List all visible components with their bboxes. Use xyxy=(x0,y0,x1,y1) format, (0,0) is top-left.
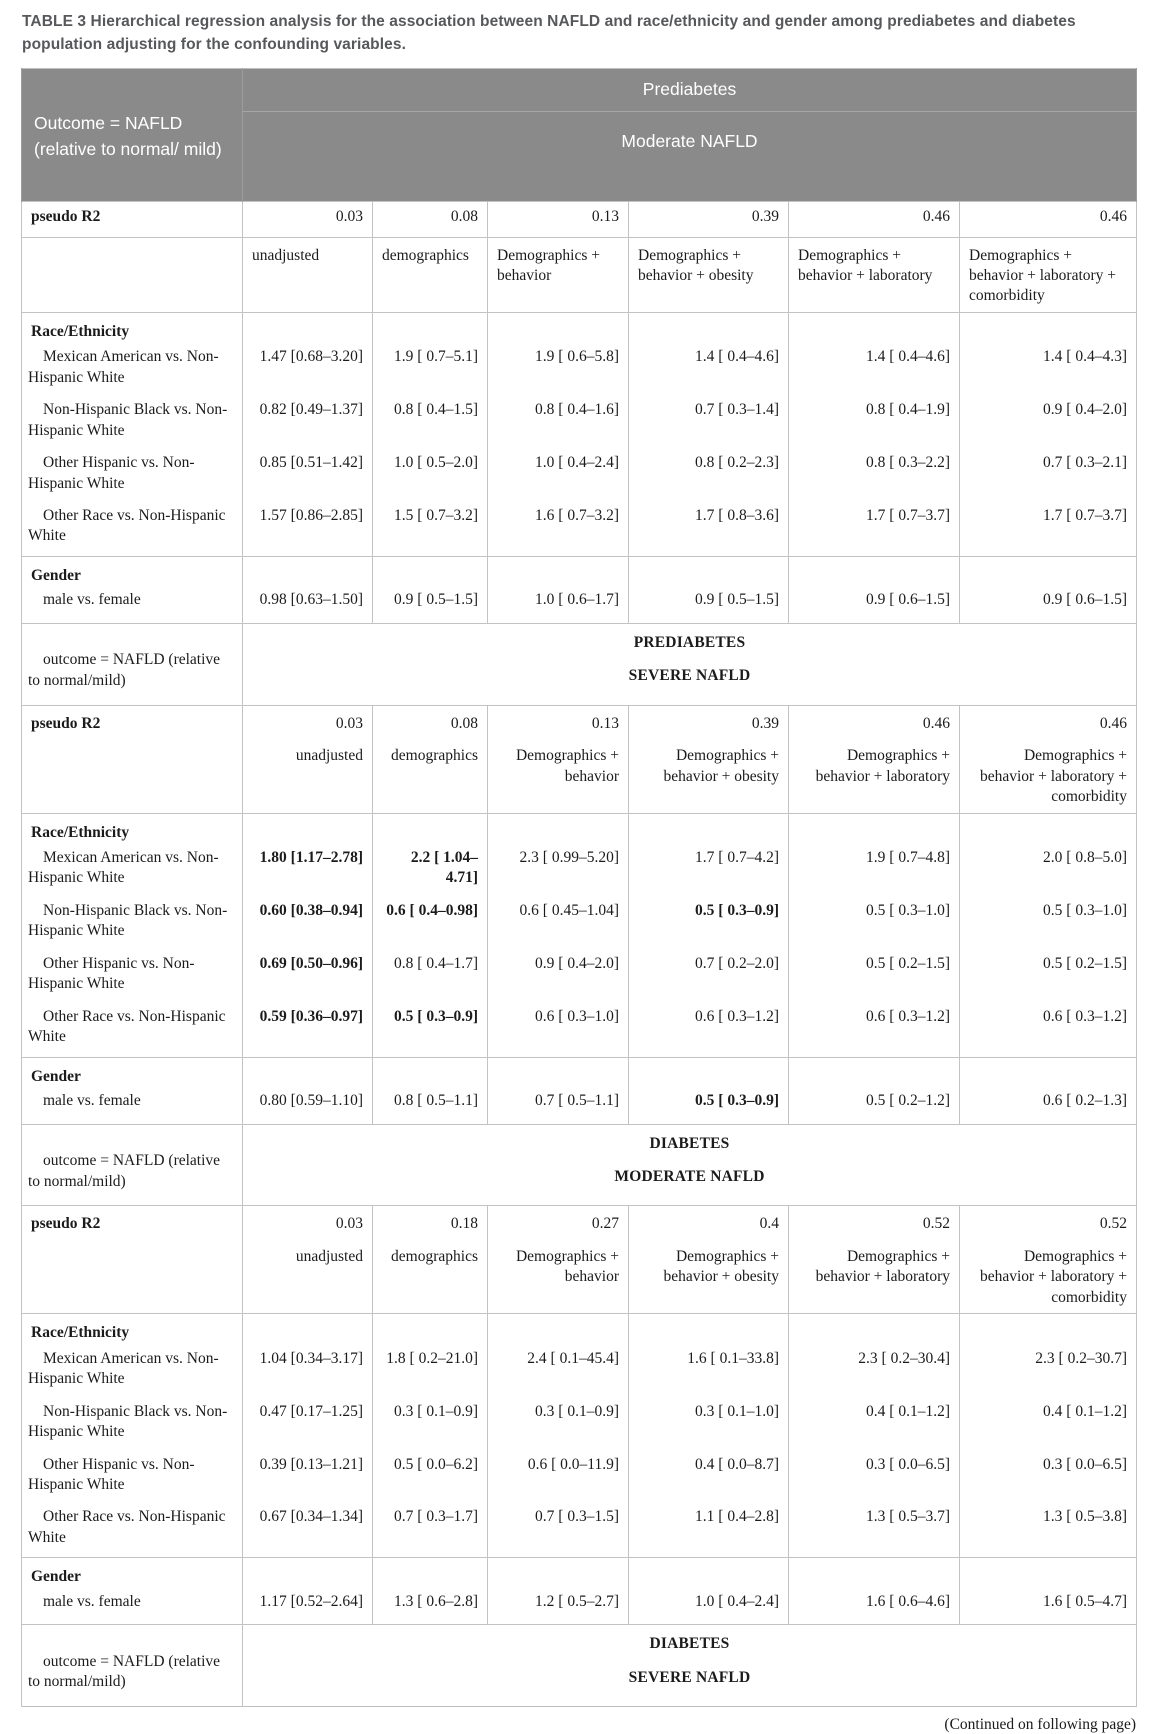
section-band-row xyxy=(22,1625,1137,1707)
band-cell xyxy=(243,1625,1137,1707)
empty-cell xyxy=(960,1057,1137,1089)
model-label: unadjusted xyxy=(295,747,363,765)
value-cell: 1.7 [ 0.7–3.7] xyxy=(960,503,1137,556)
pseudo-r2-value: 0.03 xyxy=(243,201,373,237)
pseudo-r2-value: 0.13 xyxy=(591,714,619,732)
value-cell: 1.3 [ 0.5–3.8] xyxy=(960,1504,1137,1557)
empty-cell xyxy=(629,1558,789,1590)
value-cell: 2.4 [ 0.1–45.4] xyxy=(488,1346,629,1399)
gender-section-header: Gender xyxy=(22,1057,243,1089)
row-label: Mexican American vs. Non-Hispanic White xyxy=(22,1346,243,1399)
value-cell: 1.6 [ 0.1–33.8] xyxy=(629,1346,789,1399)
value-cell: 0.5 [ 0.0–6.2] xyxy=(373,1452,488,1505)
gender-section-header: Gender xyxy=(22,556,243,588)
model-label-cell: Demographics + behavior + laboratory xyxy=(789,237,960,312)
pseudo-r2-value: 0.08 xyxy=(373,201,488,237)
pseudo-r2-value: 0.39 xyxy=(751,714,779,732)
value-cell: 0.98 [0.63–1.50] xyxy=(243,588,373,623)
gender-section-header-row xyxy=(22,1057,1137,1089)
value-cell: 0.47 [0.17–1.25] xyxy=(243,1399,373,1452)
value-cell: 0.8 [ 0.4–1.7] xyxy=(373,951,488,1004)
band-left-label: outcome = NAFLD (relative to normal/mild) xyxy=(22,1625,243,1707)
empty-cell xyxy=(960,1314,1137,1346)
value-cell: 0.9 [ 0.5–1.5] xyxy=(373,588,488,623)
empty-cell xyxy=(629,1314,789,1346)
value-cell: 0.6 [ 0.3–1.2] xyxy=(629,1004,789,1057)
pseudo-r2-model-cell xyxy=(243,705,373,813)
value-cell: 0.5 [ 0.3–0.9] xyxy=(629,898,789,951)
table-row xyxy=(22,1399,1137,1452)
race-section-header-row xyxy=(22,1314,1137,1346)
empty-cell xyxy=(629,312,789,344)
empty-cell xyxy=(629,813,789,845)
empty-cell xyxy=(960,556,1137,588)
value-cell: 0.4 [ 0.1–1.2] xyxy=(789,1399,960,1452)
value-cell: 2.3 [ 0.99–5.20] xyxy=(488,845,629,898)
value-cell: 0.3 [ 0.0–6.5] xyxy=(789,1452,960,1505)
value-cell: 1.5 [ 0.7–3.2] xyxy=(373,503,488,556)
empty-cell xyxy=(488,813,629,845)
model-label: unadjusted xyxy=(295,1247,363,1265)
model-header-row xyxy=(22,237,1137,312)
value-cell: 1.9 [ 0.7–5.1] xyxy=(373,344,488,397)
value-cell: 0.6 [ 0.3–1.2] xyxy=(789,1004,960,1057)
pseudo-r2-model-cell xyxy=(960,705,1137,813)
table-row xyxy=(22,1590,1137,1625)
value-cell: 0.6 [ 0.3–1.0] xyxy=(488,1004,629,1057)
regression-table xyxy=(21,68,1137,1708)
band-title-line2: SEVERE NAFLD xyxy=(628,1668,751,1686)
value-cell: 0.3 [ 0.1–1.0] xyxy=(629,1399,789,1452)
value-cell: 0.7 [ 0.3–1.4] xyxy=(629,397,789,450)
table-row xyxy=(22,344,1137,397)
value-cell: 0.5 [ 0.3–0.9] xyxy=(629,1089,789,1124)
row-label: Non-Hispanic Black vs. Non-Hispanic White xyxy=(22,898,243,951)
empty-cell xyxy=(243,1558,373,1590)
value-cell: 1.4 [ 0.4–4.6] xyxy=(629,344,789,397)
table-row xyxy=(22,450,1137,503)
empty-cell xyxy=(789,1057,960,1089)
model-label: Demographics + behavior + laboratory + comorbidity xyxy=(979,1247,1127,1306)
empty-cell xyxy=(789,312,960,344)
pseudo-r2-model-cell xyxy=(243,1206,373,1314)
row-label: Other Hispanic vs. Non-Hispanic White xyxy=(22,1452,243,1505)
value-cell: 1.0 [ 0.6–1.7] xyxy=(488,588,629,623)
value-cell: 2.3 [ 0.2–30.4] xyxy=(789,1346,960,1399)
pseudo-r2-label: pseudo R2 xyxy=(22,201,243,237)
band-title-line2: SEVERE NAFLD xyxy=(628,667,751,685)
model-label-cell: unadjusted xyxy=(243,237,373,312)
value-cell: 1.6 [ 0.5–4.7] xyxy=(960,1590,1137,1625)
section-band-row xyxy=(22,1124,1137,1206)
value-cell: 1.4 [ 0.4–4.3] xyxy=(960,344,1137,397)
value-cell: 2.3 [ 0.2–30.7] xyxy=(960,1346,1137,1399)
empty-cell xyxy=(488,1057,629,1089)
empty-cell xyxy=(488,1558,629,1590)
race-section-header-row xyxy=(22,813,1137,845)
value-cell: 0.5 [ 0.2–1.5] xyxy=(789,951,960,1004)
value-cell: 0.7 [ 0.3–2.1] xyxy=(960,450,1137,503)
value-cell: 1.7 [ 0.7–4.2] xyxy=(629,845,789,898)
pseudo-r2-row xyxy=(22,705,1137,813)
value-cell: 0.69 [0.50–0.96] xyxy=(243,951,373,1004)
empty-cell xyxy=(373,312,488,344)
pseudo-r2-value: 0.13 xyxy=(488,201,629,237)
pseudo-r2-model-cell xyxy=(789,1206,960,1314)
value-cell: 0.8 [ 0.2–2.3] xyxy=(629,450,789,503)
value-cell: 1.0 [ 0.5–2.0] xyxy=(373,450,488,503)
value-cell: 1.9 [ 0.6–5.8] xyxy=(488,344,629,397)
pseudo-r2-row xyxy=(22,1206,1137,1314)
value-cell: 2.2 [ 1.04–4.71] xyxy=(373,845,488,898)
value-cell: 1.1 [ 0.4–2.8] xyxy=(629,1504,789,1557)
model-label: Demographics + behavior + laboratory xyxy=(815,747,950,785)
group-header-prediabetes: Prediabetes xyxy=(243,68,1137,111)
pseudo-r2-value: 0.46 xyxy=(789,201,960,237)
value-cell: 1.7 [ 0.7–3.7] xyxy=(789,503,960,556)
value-cell: 1.0 [ 0.4–2.4] xyxy=(629,1590,789,1625)
pseudo-r2-model-cell xyxy=(488,1206,629,1314)
pseudo-r2-value: 0.08 xyxy=(450,714,478,732)
value-cell: 1.47 [0.68–3.20] xyxy=(243,344,373,397)
row-label: male vs. female xyxy=(22,1590,243,1625)
value-cell: 0.67 [0.34–1.34] xyxy=(243,1504,373,1557)
pseudo-r2-value: 0.03 xyxy=(335,1215,363,1233)
model-label: Demographics + behavior + laboratory xyxy=(815,1247,950,1286)
pseudo-r2-model-cell xyxy=(960,1206,1137,1314)
table-row xyxy=(22,1089,1137,1124)
table-row xyxy=(22,845,1137,898)
value-cell: 1.4 [ 0.4–4.6] xyxy=(789,344,960,397)
pseudo-r2-label: pseudo R2 xyxy=(22,705,243,813)
value-cell: 0.9 [ 0.4–2.0] xyxy=(488,951,629,1004)
empty-cell xyxy=(373,813,488,845)
value-cell: 0.39 [0.13–1.21] xyxy=(243,1452,373,1505)
model-label: Demographics + behavior xyxy=(515,747,619,785)
row-label: Non-Hispanic Black vs. Non-Hispanic White xyxy=(22,1399,243,1452)
table-title: TABLE 3 Hierarchical regression analysis for the association between NAFLD and race/ethnicity and gender among prediabetes and diabetes population adjusting for the confounding variables. xyxy=(22,13,1076,54)
value-cell: 1.3 [ 0.6–2.8] xyxy=(373,1590,488,1625)
pseudo-r2-value: 0.4 xyxy=(759,1215,779,1233)
pseudo-r2-value: 0.27 xyxy=(591,1215,619,1233)
pseudo-r2-value: 0.46 xyxy=(1099,714,1127,732)
table-row xyxy=(22,503,1137,556)
value-cell: 0.5 [ 0.2–1.2] xyxy=(789,1089,960,1124)
value-cell: 0.9 [ 0.4–2.0] xyxy=(960,397,1137,450)
table-row xyxy=(22,951,1137,1004)
row-label: Other Hispanic vs. Non-Hispanic White xyxy=(22,951,243,1004)
value-cell: 0.3 [ 0.1–0.9] xyxy=(488,1399,629,1452)
empty-cell xyxy=(629,1057,789,1089)
race-section-header-row xyxy=(22,312,1137,344)
table-row xyxy=(22,898,1137,951)
value-cell: 0.5 [ 0.3–1.0] xyxy=(789,898,960,951)
model-label: demographics xyxy=(391,1247,478,1265)
empty-cell xyxy=(243,1057,373,1089)
empty-cell xyxy=(243,1314,373,1346)
pseudo-r2-model-cell xyxy=(373,1206,488,1314)
row-label: male vs. female xyxy=(22,1089,243,1124)
value-cell: 0.6 [ 0.2–1.3] xyxy=(960,1089,1137,1124)
value-cell: 1.17 [0.52–2.64] xyxy=(243,1590,373,1625)
empty-cell xyxy=(960,1558,1137,1590)
value-cell: 0.80 [0.59–1.10] xyxy=(243,1089,373,1124)
value-cell: 0.7 [ 0.5–1.1] xyxy=(488,1089,629,1124)
value-cell: 1.04 [0.34–3.17] xyxy=(243,1346,373,1399)
table-row xyxy=(22,588,1137,623)
model-label: Demographics + behavior + obesity xyxy=(663,1247,779,1286)
value-cell: 0.4 [ 0.0–8.7] xyxy=(629,1452,789,1505)
value-cell: 1.9 [ 0.7–4.8] xyxy=(789,845,960,898)
row-label: Other Race vs. Non-Hispanic White xyxy=(22,503,243,556)
value-cell: 0.9 [ 0.6–1.5] xyxy=(789,588,960,623)
empty-cell xyxy=(243,813,373,845)
value-cell: 0.7 [ 0.3–1.7] xyxy=(373,1504,488,1557)
band-left-label: outcome = NAFLD (relative to normal/mild) xyxy=(22,623,243,705)
row-label: Other Race vs. Non-Hispanic White xyxy=(22,1004,243,1057)
value-cell: 0.8 [ 0.5–1.1] xyxy=(373,1089,488,1124)
row-label: male vs. female xyxy=(22,588,243,623)
empty-cell xyxy=(488,312,629,344)
model-label: demographics xyxy=(391,747,478,765)
empty-cell xyxy=(373,556,488,588)
model-label-cell: Demographics + behavior xyxy=(488,237,629,312)
value-cell: 2.0 [ 0.8–5.0] xyxy=(960,845,1137,898)
table-row xyxy=(22,1346,1137,1399)
pseudo-r2-value: 0.46 xyxy=(960,201,1137,237)
empty-cell xyxy=(960,312,1137,344)
table-row xyxy=(22,1504,1137,1557)
subgroup-header-moderate-nafld: Moderate NAFLD xyxy=(243,111,1137,201)
value-cell: 0.3 [ 0.1–0.9] xyxy=(373,1399,488,1452)
row-label: Other Hispanic vs. Non-Hispanic White xyxy=(22,450,243,503)
value-cell: 1.3 [ 0.5–3.7] xyxy=(789,1504,960,1557)
value-cell: 1.0 [ 0.4–2.4] xyxy=(488,450,629,503)
value-cell: 0.8 [ 0.3–2.2] xyxy=(789,450,960,503)
empty-cell xyxy=(488,1314,629,1346)
empty-cell xyxy=(243,556,373,588)
table-row xyxy=(22,1452,1137,1505)
value-cell: 0.8 [ 0.4–1.9] xyxy=(789,397,960,450)
model-label-cell: Demographics + behavior + laboratory + comorbidity xyxy=(960,237,1137,312)
value-cell: 0.6 [ 0.4–0.98] xyxy=(373,898,488,951)
value-cell: 1.57 [0.86–2.85] xyxy=(243,503,373,556)
pseudo-r2-value: 0.18 xyxy=(450,1215,478,1233)
race-section-header: Race/Ethnicity xyxy=(22,813,243,845)
band-title-line1: PREDIABETES xyxy=(633,633,746,651)
gender-section-header-row xyxy=(22,1558,1137,1590)
empty-cell xyxy=(960,813,1137,845)
value-cell: 0.8 [ 0.4–1.5] xyxy=(373,397,488,450)
model-label: Demographics + behavior xyxy=(515,1247,619,1286)
value-cell: 0.8 [ 0.4–1.6] xyxy=(488,397,629,450)
model-label: Demographics + behavior + obesity xyxy=(663,747,779,785)
band-title-line1: DIABETES xyxy=(649,1635,730,1653)
value-cell: 1.6 [ 0.6–4.6] xyxy=(789,1590,960,1625)
pseudo-r2-value: 0.39 xyxy=(629,201,789,237)
empty-cell xyxy=(789,1558,960,1590)
value-cell: 0.5 [ 0.3–0.9] xyxy=(373,1004,488,1057)
row-label: Mexican American vs. Non-Hispanic White xyxy=(22,845,243,898)
pseudo-r2-value: 0.52 xyxy=(1099,1215,1127,1233)
model-label-cell: Demographics + behavior + obesity xyxy=(629,237,789,312)
band-cell xyxy=(243,623,1137,705)
row-label: Mexican American vs. Non-Hispanic White xyxy=(22,344,243,397)
value-cell: 0.5 [ 0.2–1.5] xyxy=(960,951,1137,1004)
value-cell: 0.59 [0.36–0.97] xyxy=(243,1004,373,1057)
section-band-row xyxy=(22,623,1137,705)
pseudo-r2-model-cell xyxy=(488,705,629,813)
model-label-cell: demographics xyxy=(373,237,488,312)
empty-cell xyxy=(373,1057,488,1089)
value-cell: 0.3 [ 0.0–6.5] xyxy=(960,1452,1137,1505)
continued-note: (Continued on following page) xyxy=(944,1716,1136,1734)
value-cell: 0.7 [ 0.3–1.5] xyxy=(488,1504,629,1557)
race-section-header: Race/Ethnicity xyxy=(22,1314,243,1346)
header-row-group xyxy=(22,68,1137,111)
value-cell: 1.80 [1.17–2.78] xyxy=(243,845,373,898)
pseudo-r2-model-cell xyxy=(789,705,960,813)
empty-cell xyxy=(789,813,960,845)
value-cell: 0.85 [0.51–1.42] xyxy=(243,450,373,503)
value-cell: 1.7 [ 0.8–3.6] xyxy=(629,503,789,556)
value-cell: 0.6 [ 0.3–1.2] xyxy=(960,1004,1137,1057)
pseudo-r2-model-cell xyxy=(373,705,488,813)
corner-header-cell: Outcome = NAFLD (relative to normal/ mild) xyxy=(22,68,243,201)
band-left-label: outcome = NAFLD (relative to normal/mild) xyxy=(22,1124,243,1206)
race-section-header: Race/Ethnicity xyxy=(22,312,243,344)
value-cell: 1.8 [ 0.2–21.0] xyxy=(373,1346,488,1399)
pseudo-r2-row xyxy=(22,201,1137,237)
band-title-line2: MODERATE NAFLD xyxy=(614,1168,765,1185)
table-row xyxy=(22,1004,1137,1057)
value-cell: 0.7 [ 0.2–2.0] xyxy=(629,951,789,1004)
value-cell: 0.5 [ 0.3–1.0] xyxy=(960,898,1137,951)
value-cell: 1.6 [ 0.7–3.2] xyxy=(488,503,629,556)
row-label: Other Race vs. Non-Hispanic White xyxy=(22,1504,243,1557)
pseudo-r2-value: 0.03 xyxy=(335,714,363,732)
value-cell: 0.6 [ 0.45–1.04] xyxy=(488,898,629,951)
value-cell: 0.6 [ 0.0–11.9] xyxy=(488,1452,629,1505)
empty-cell xyxy=(789,556,960,588)
value-cell: 0.9 [ 0.6–1.5] xyxy=(960,588,1137,623)
band-cell xyxy=(243,1124,1137,1206)
empty-cell xyxy=(373,1558,488,1590)
gender-section-header-row xyxy=(22,556,1137,588)
value-cell: 0.60 [0.38–0.94] xyxy=(243,898,373,951)
pseudo-r2-value: 0.46 xyxy=(922,714,950,732)
value-cell: 0.4 [ 0.1–1.2] xyxy=(960,1399,1137,1452)
empty-cell xyxy=(629,556,789,588)
band-title-line1: DIABETES xyxy=(649,1134,730,1152)
empty-cell xyxy=(488,556,629,588)
pseudo-r2-model-cell xyxy=(629,1206,789,1314)
row-label: Non-Hispanic Black vs. Non-Hispanic White xyxy=(22,397,243,450)
value-cell: 0.9 [ 0.5–1.5] xyxy=(629,588,789,623)
empty-cell xyxy=(789,1314,960,1346)
empty-cell xyxy=(373,1314,488,1346)
model-label: Demographics + behavior + laboratory + comorbidity xyxy=(979,747,1127,806)
value-cell: 1.2 [ 0.5–2.7] xyxy=(488,1590,629,1625)
pseudo-r2-model-cell xyxy=(629,705,789,813)
pseudo-r2-label: pseudo R2 xyxy=(22,1206,243,1314)
pseudo-r2-value: 0.52 xyxy=(922,1215,950,1233)
gender-section-header: Gender xyxy=(22,1558,243,1590)
table-row xyxy=(22,397,1137,450)
value-cell: 0.82 [0.49–1.37] xyxy=(243,397,373,450)
empty-cell xyxy=(22,237,243,312)
empty-cell xyxy=(243,312,373,344)
